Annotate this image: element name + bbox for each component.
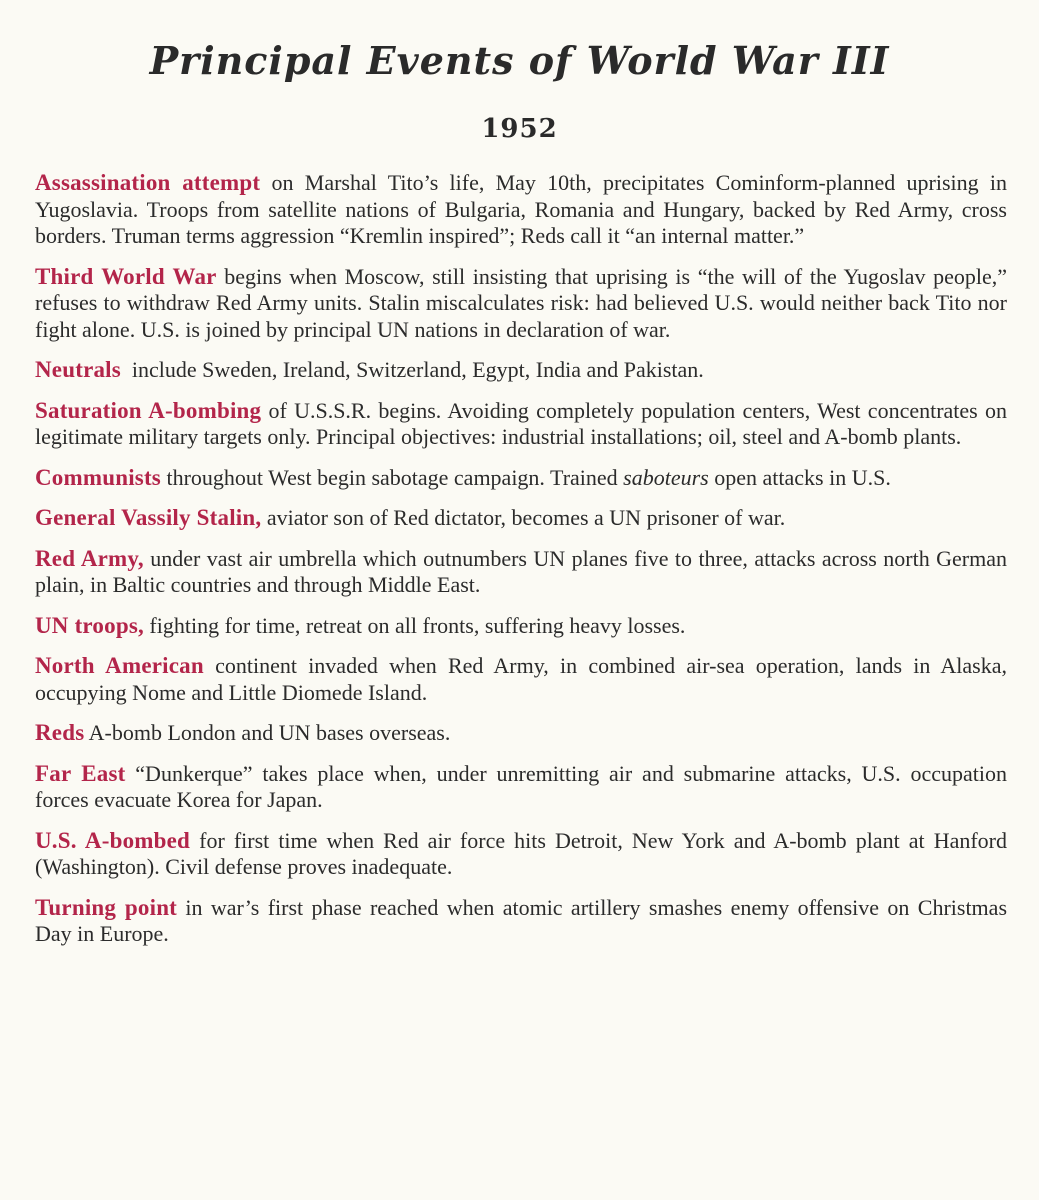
- event-lead: General Vassily Stalin,: [35, 505, 262, 530]
- event-far-east: [35, 761, 1007, 814]
- event-us-a-bombed: [35, 828, 1007, 881]
- event-text: “Dunkerque” takes place when, under unremitting air and submarine attacks, U.S. occupation forces evacuate Korea for Japan.: [35, 760, 1007, 812]
- event-text: A-bomb London and UN bases overseas.: [84, 720, 451, 745]
- event-text: throughout West begin sabotage campaign. Trained: [160, 464, 624, 490]
- event-text: on Marshal Tito’s life, May 10th, precipitates Cominform-planned uprising in Yugoslavia. Troops from satellite nations of Bulgaria, Romania and Hungary, backed by Red Army, cross borders. Truman terms aggression “Kremlin inspired”; Reds call it “an internal matter.”: [35, 170, 1008, 248]
- event-lead: Turning point: [35, 894, 178, 920]
- event-lead: Red Army,: [35, 545, 144, 571]
- event-text: aviator son of Red dictator, becomes a UN prisoner of war.: [261, 505, 786, 530]
- event-un-troops: [35, 613, 1007, 640]
- event-third-world-war: [35, 264, 1007, 344]
- event-lead: North American: [35, 653, 204, 678]
- event-neutrals: [35, 357, 1007, 384]
- event-saturation-a-bombing: [35, 398, 1007, 451]
- event-text: fighting for time, retreat on all fronts, suffering heavy losses.: [143, 612, 686, 638]
- event-lead: Assassination attempt: [35, 170, 261, 195]
- event-lead: Saturation A-bombing: [35, 397, 262, 423]
- event-text: of U.S.S.R. begins. Avoiding completely population centers, West concentrates on legitimate military targets only. Principal objectives: industrial installations; oil, steel and A-bomb plants.: [35, 397, 1008, 449]
- event-text: for first time when Red air force hits Detroit, New York and A-bomb plant at Hanford (Washington). Civil defense proves inadequate.: [35, 827, 1007, 879]
- event-lead: U.S. A-bombed: [35, 827, 191, 853]
- event-communists: [35, 465, 1007, 492]
- event-text: continent invaded when Red Army, in combined air-sea operation, lands in Alaska, occupying Nome and Little Diomede Island.: [35, 653, 1007, 705]
- event-north-american: [35, 653, 1007, 706]
- page-title: Principal Events of World War III: [149, 38, 890, 83]
- event-turning-point: [35, 895, 1007, 948]
- year-heading: 1952: [481, 114, 558, 144]
- event-text: in war’s first phase reached when atomic artillery smashes enemy offensive on Christmas Day in Europe.: [35, 894, 1007, 946]
- event-general-vassily-stalin: [35, 505, 1007, 532]
- event-assassination-attempt: [35, 170, 1007, 250]
- event-lead: Communists: [35, 464, 161, 490]
- event-lead: Third World War: [35, 263, 217, 289]
- event-red-army: [35, 546, 1007, 599]
- event-text-continued: open attacks in U.S.: [708, 464, 891, 490]
- event-lead: Reds: [35, 720, 85, 745]
- event-reds: [35, 720, 1007, 747]
- event-lead: Far East: [35, 760, 126, 786]
- event-text-italic: saboteurs: [623, 464, 709, 490]
- event-text: include Sweden, Ireland, Switzerland, Egypt, India and Pakistan.: [120, 357, 704, 382]
- event-lead: UN troops,: [35, 612, 144, 638]
- event-text: under vast air umbrella which outnumbers UN planes five to three, attacks across north German plain, in Baltic countries and through Middle East.: [35, 545, 1007, 597]
- event-lead: Neutrals: [35, 357, 121, 382]
- event-text: begins when Moscow, still insisting that uprising is “the will of the Yugoslav people,” refuses to withdraw Red Army units. Stalin miscalculates risk: had believed U.S. would neither back Tito nor fight alone. U.S. is joined by principal UN nations in declaration of war.: [35, 263, 1007, 342]
- events-list: [35, 170, 1007, 962]
